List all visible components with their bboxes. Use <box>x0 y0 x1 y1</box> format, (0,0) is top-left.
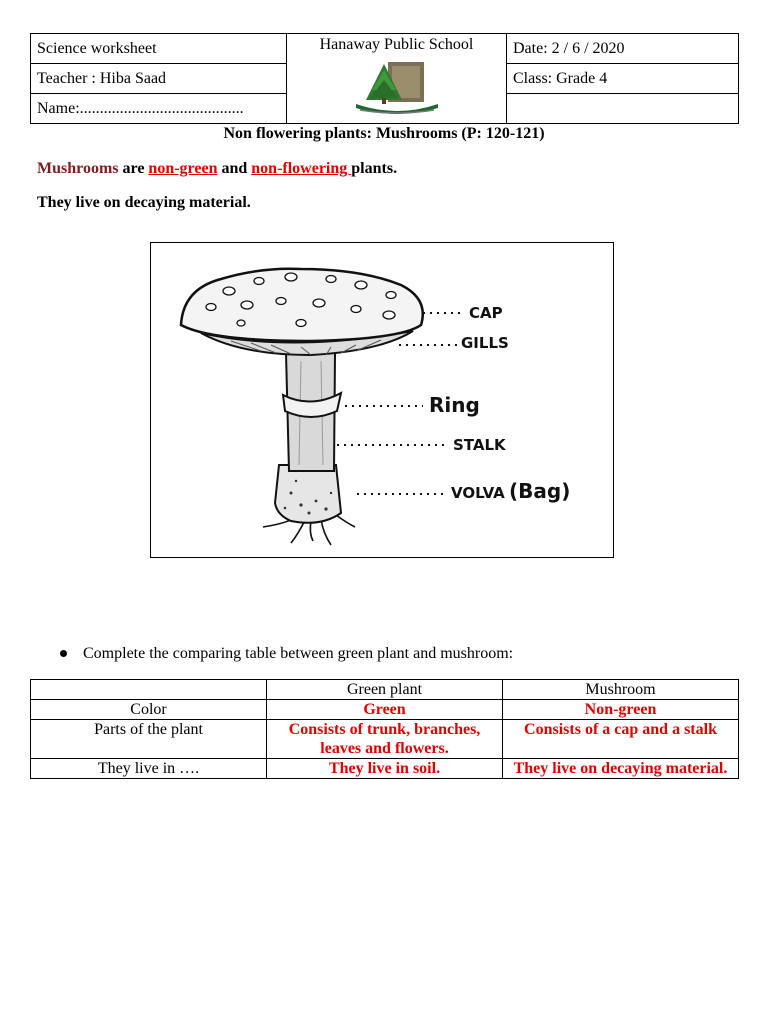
comparison-table <box>30 679 739 779</box>
header-table <box>30 33 739 124</box>
label-ring: Ring <box>429 393 480 417</box>
are-word: are <box>118 160 149 177</box>
instruction-text: Complete the comparing table between green plant and mushroom: <box>83 645 514 662</box>
table-header-row <box>31 680 739 700</box>
mushroom-illustration <box>151 243 613 557</box>
answer-cell[interactable]: Consists of trunk, branches, leaves and flowers. <box>267 720 503 759</box>
table-row <box>31 759 739 779</box>
header-green-plant: Green plant <box>267 680 503 700</box>
school-cell <box>287 34 507 124</box>
row-label-parts: Parts of the plant <box>31 720 267 759</box>
plants-word: plants. <box>351 160 398 177</box>
label-gills: GILLS <box>461 334 509 352</box>
name-field[interactable]: Name:......................................... <box>31 94 287 124</box>
answer-cell[interactable]: They live on decaying material. <box>503 759 739 779</box>
label-cap: CAP <box>469 304 503 322</box>
non-flowering-word: non-flowering <box>251 160 352 177</box>
table-row <box>31 700 739 720</box>
bullet-icon <box>60 650 67 657</box>
table-row <box>31 720 739 759</box>
answer-cell[interactable]: Consists of a cap and a stalk <box>503 720 739 759</box>
header-mushroom: Mushroom <box>503 680 739 700</box>
date-label: Date: 2 / 6 / 2020 <box>507 34 739 64</box>
non-green-word: non-green <box>148 160 218 177</box>
mushrooms-word: Mushrooms <box>37 160 119 177</box>
empty-cell <box>507 94 739 124</box>
school-name: Hanaway Public School <box>319 36 474 53</box>
worksheet-label: Science worksheet <box>31 34 287 64</box>
answer-cell[interactable]: Green <box>267 700 503 720</box>
and-word: and <box>217 160 252 177</box>
label-bag: (Bag) <box>509 479 571 503</box>
answer-cell[interactable]: Non-green <box>503 700 739 720</box>
intro-line-2: They live on decaying material. <box>37 194 251 211</box>
header-cell-empty <box>31 680 267 700</box>
teacher-label: Teacher : Hiba Saad <box>31 64 287 94</box>
cap-shape <box>181 269 423 341</box>
school-logo-icon <box>354 60 440 116</box>
intro-line-1 <box>37 160 397 178</box>
row-label-live-in: They live in …. <box>31 759 267 779</box>
row-label-color: Color <box>31 700 267 720</box>
label-stalk: STALK <box>453 436 506 454</box>
label-volva: VOLVA <box>451 484 505 502</box>
mushroom-diagram <box>150 242 614 558</box>
class-label: Class: Grade 4 <box>507 64 739 94</box>
page-title: Non flowering plants: Mushrooms (P: 120-121) <box>223 125 545 142</box>
answer-cell[interactable]: They live in soil. <box>267 759 503 779</box>
